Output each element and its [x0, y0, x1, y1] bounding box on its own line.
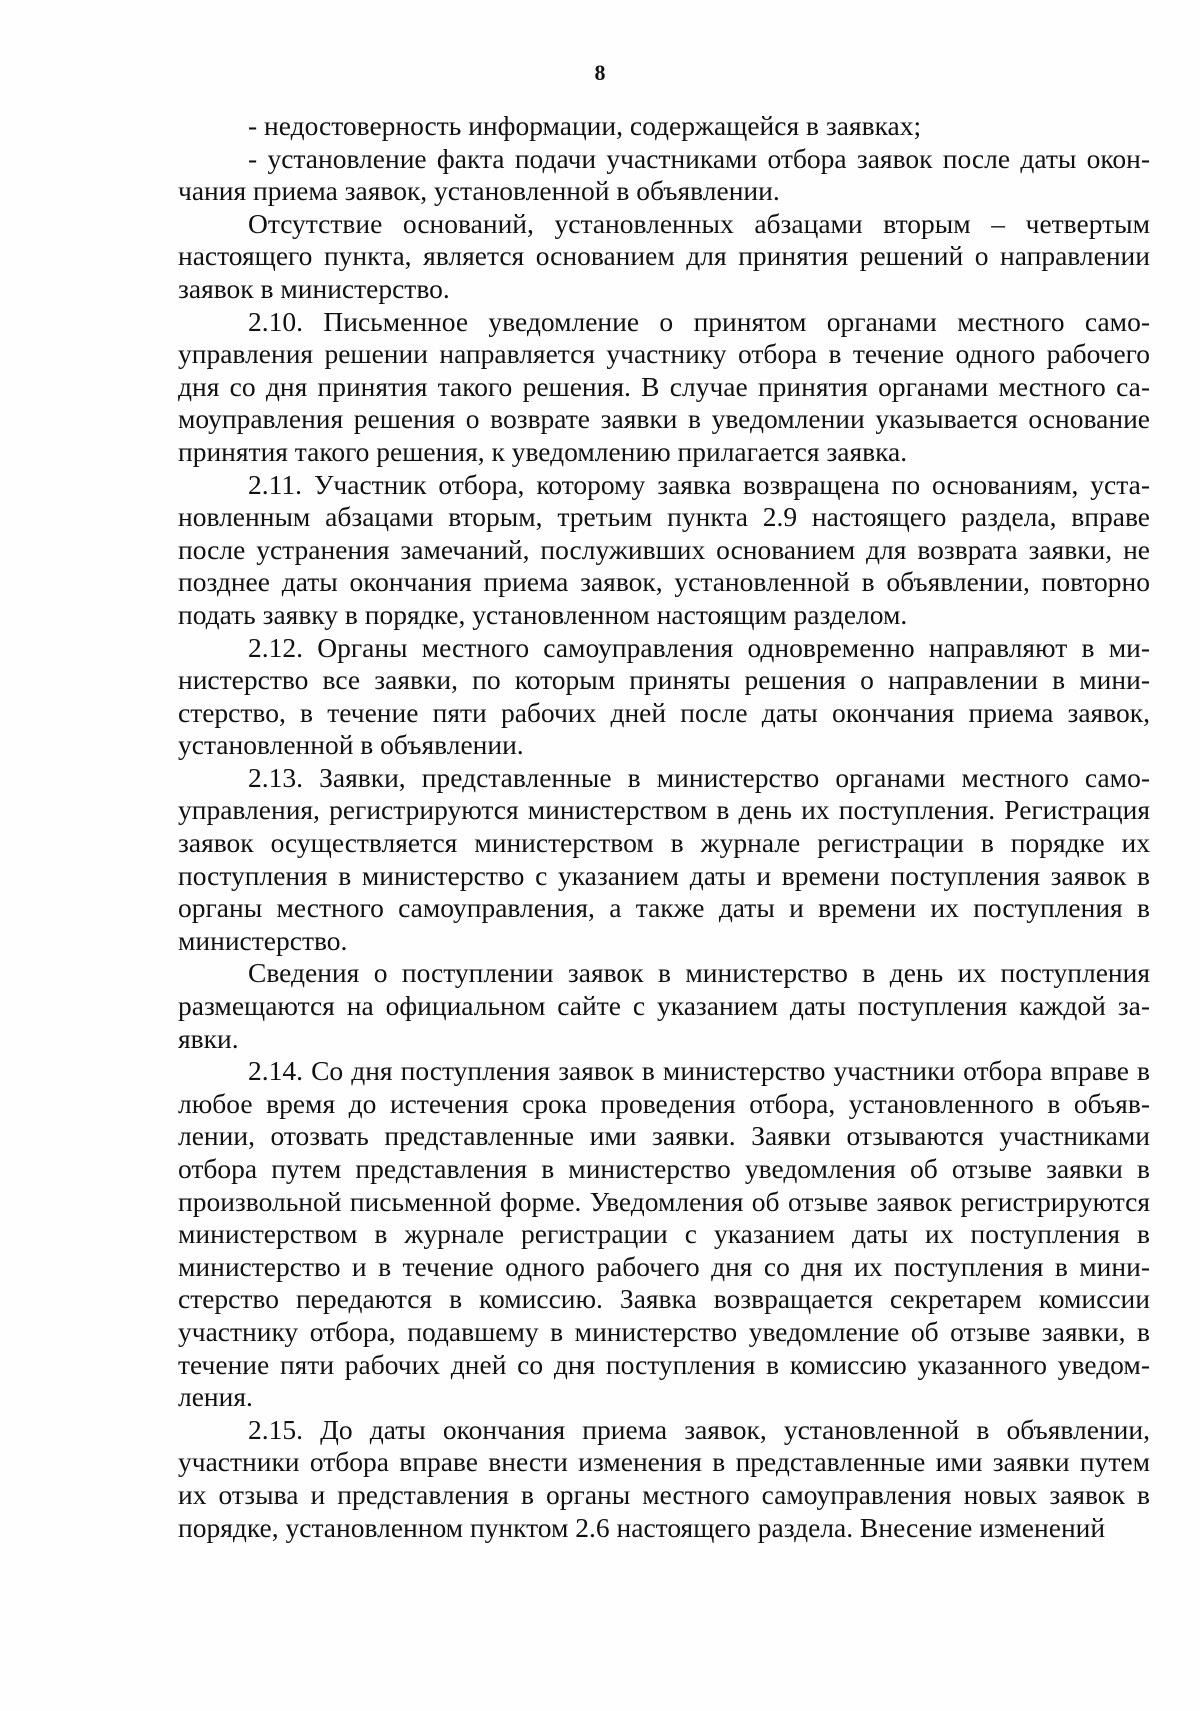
paragraph-2-12: 2.12. Органы местного самоуправления одновременно направляют в министерство все заявки, по которым приняты решения о направлении в министерство, в течение пяти рабочих дней после даты окончания приема заявок, установленной в объявлении. [178, 631, 1150, 761]
paragraph-2-14: 2.14. Со дня поступления заявок в министерство участники отбора вправе в любое время до истечения срока проведения отбора, установленного в объявлении, отозвать представленные ими заявки. Заявки отзываются участниками отбора путем представления в министерство уведомления об отзыве заявки в произвольной письменной форме. Уведомления об отзыве заявок регистрируются министерством в журнале регистрации с указанием даты их поступления в министерство и в течение одного рабочего дня со дня их поступления в министерство передаются в комиссию. Заявка возвращается секретарем комиссии участнику отбора, подавшему в министерство уведомление об отзыве заявки, в течение пяти рабочих дней со дня поступления в комиссию указанного уведомления. [178, 1055, 1150, 1413]
paragraph-no-grounds: Отсутствие оснований, установленных абзацами вторым – четвертым настоящего пункта, является основанием для принятия решений о направлении заявок в министерство. [178, 207, 1150, 304]
document-body [178, 110, 1150, 1544]
paragraph-2-11: 2.11. Участник отбора, которому заявка возвращена по основаниям, установленным абзацами вторым, третьим пункта 2.9 настоящего раздела, вправе после устранения замечаний, послуживших основанием для возврата заявки, не позднее даты окончания приема заявок, установленной в объявлении, повторно подать заявку в порядке, установленном настоящим разделом. [178, 468, 1150, 630]
paragraph-2-10: 2.10. Письменное уведомление о принятом органами местного самоуправления решении направляется участнику отбора в течение одного рабочего дня со дня принятия такого решения. В случае принятия органами местного самоуправления решения о возврате заявки в уведомлении указывается основание принятия такого решения, к уведомлению прилагается заявка. [178, 305, 1150, 467]
paragraph-2-15: 2.15. До даты окончания приема заявок, установленной в объявлении, участники отбора вправе внести изменения в представленные ими заявки путем их отзыва и представления в органы местного самоуправления новых заявок в порядке, установленном пунктом 2.6 настоящего раздела. Внесение изменений [178, 1413, 1150, 1543]
page-number: 8 [594, 60, 606, 85]
paragraph-unreliable-info: - недостоверность информации, содержащейся в заявках; [248, 110, 922, 141]
paragraph-registration-info: Сведения о поступлении заявок в министерство в день их поступления размещаются на официальном сайте с указанием даты поступления каждой заявки. [178, 957, 1150, 1054]
paragraph-late-submission: - установление факта подачи участниками отбора заявок после даты окончания приема заявок, установленной в объявлении. [178, 142, 1150, 207]
paragraph-2-13: 2.13. Заявки, представленные в министерство органами местного самоуправления, регистрируются министерством в день их поступления. Регистрация заявок осуществляется министерством в журнале регистрации в порядке их поступления в министерство с указанием даты и времени поступления заявок в органы местного самоуправления, а также даты и времени их поступления в министерство. [178, 761, 1150, 956]
